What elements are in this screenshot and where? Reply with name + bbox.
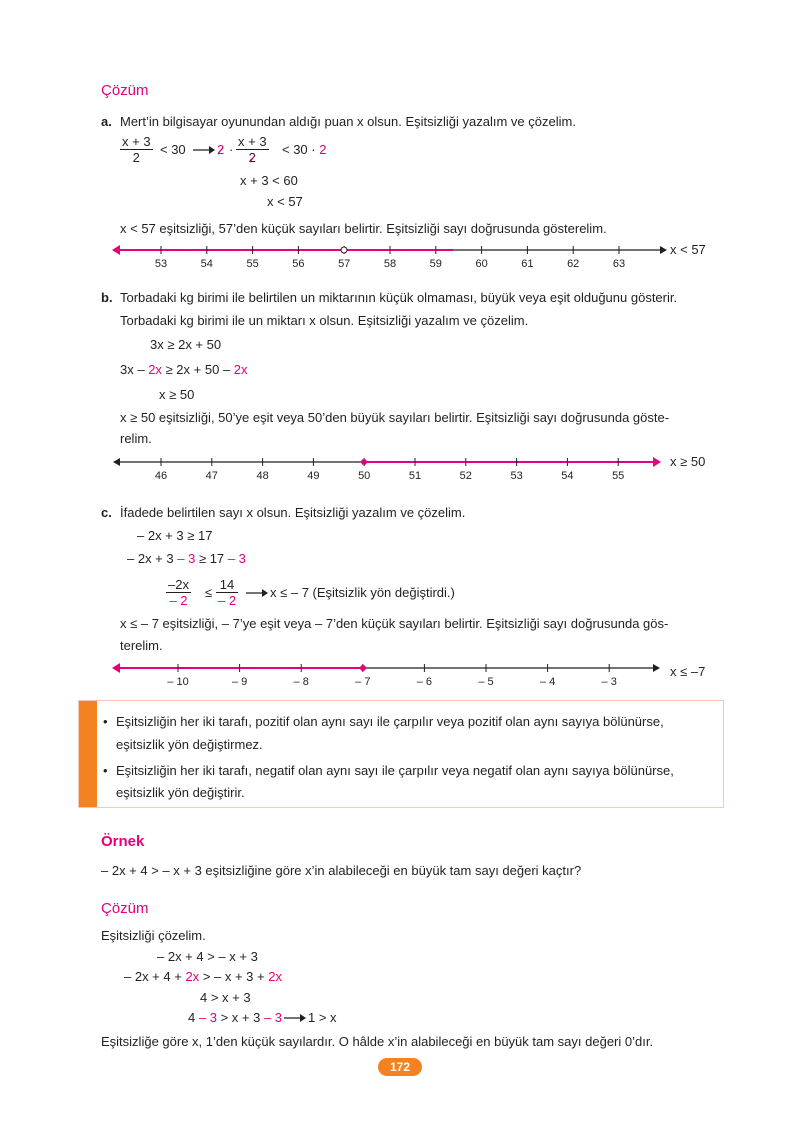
part-b-explanation-2: relim.: [120, 431, 152, 446]
arrow-right-icon: [653, 664, 660, 672]
tick-label: 57: [338, 258, 351, 270]
fraction-numerator: –2x: [168, 577, 189, 592]
step-1: 3x ≥ 2x + 50: [150, 337, 222, 352]
tick-label: – 7: [355, 676, 371, 688]
step-3: 4 > x + 3: [200, 990, 251, 1005]
bullet-1: •: [103, 714, 108, 729]
fraction-denominator: – 2: [169, 593, 188, 608]
part-a-explanation: x < 57 eşitsizliği, 57’den küçük sayıları belirtir. Eşitsizliği sayı doğrusunda gösterelim.: [120, 221, 607, 236]
number-line-label: x ≤ –7: [670, 664, 706, 679]
arrow-left-icon: [112, 245, 120, 255]
tick-label: 61: [521, 258, 534, 270]
solution-heading: Çözüm: [101, 82, 149, 99]
tick-label: 59: [429, 258, 442, 270]
inequality-sign: ≤: [205, 585, 213, 600]
tick-label: – 3: [601, 676, 617, 688]
arrow-right-icon: [660, 246, 667, 254]
tick-label: 50: [358, 470, 371, 482]
part-b-intro-2: Torbadaki kg birimi ile un miktarı x olsun. Eşitsizliği yazalım ve çözelim.: [120, 313, 529, 328]
multiplier-two: 2: [217, 142, 225, 157]
tick-label: – 9: [231, 676, 248, 688]
arrow-left-icon: [112, 663, 120, 673]
tick-label: 55: [612, 470, 625, 482]
tick-label: 53: [510, 470, 523, 482]
solution-intro: Eşitsizliği çözelim.: [101, 928, 206, 943]
number-line-label: x < 57: [670, 242, 706, 257]
example-question: – 2x + 4 > – x + 3 eşitsizliğine göre x’in alabileceği en büyük tam sayı değeri kaçtır?: [101, 863, 582, 878]
part-c-intro: İfadede belirtilen sayı x olsun. Eşitsizliği yazalım ve çözelim.: [120, 505, 466, 520]
tick-label: 54: [561, 470, 574, 482]
arrow-right-icon: [284, 1012, 306, 1024]
tick-label: 53: [154, 258, 168, 270]
item-letter-b: b.: [101, 290, 113, 305]
arrow-left-icon: [113, 458, 120, 466]
example-heading: Örnek: [101, 833, 145, 850]
tick-label: 47: [205, 470, 218, 482]
part-a-intro: Mert’in bilgisayar oyunundan aldığı puan x olsun. Eşitsizliği yazalım ve çözelim.: [120, 114, 576, 129]
closed-point: [360, 665, 366, 671]
number-line-b: [110, 452, 670, 482]
fraction-x-plus-3-over-2: [120, 134, 153, 165]
item-letter-a: a.: [101, 114, 112, 129]
step-2: – 2x + 4 + 2x > – x + 3 + 2x: [124, 969, 282, 984]
part-c-explanation-2: terelim.: [120, 638, 163, 653]
tick-label: 48: [256, 470, 269, 482]
note-item-1-line-1: Eşitsizliğin her iki tarafı, pozitif olan aynı sayı ile çarpılır veya pozitif olan aynı sayıya bölünürse,: [116, 714, 664, 729]
fraction-denominator: 2: [248, 150, 256, 165]
tick-label: 55: [246, 258, 259, 270]
note-item-2-line-2: eşitsizlik yön değiştirir.: [116, 785, 245, 800]
step-2: 3x – 2x ≥ 2x + 50 – 2x: [120, 362, 248, 377]
arrow-right-icon: [193, 144, 215, 156]
step-2: x + 3 < 60: [240, 173, 298, 188]
arrow-right-icon: [653, 457, 661, 467]
step-2: – 2x + 3 – 3 ≥ 17 – 3: [127, 551, 246, 566]
number-line-a: [110, 240, 670, 270]
tick-label: 62: [567, 258, 580, 270]
fraction-numerator: 14: [216, 577, 238, 593]
note-item-1-line-2: eşitsizlik yön değiştirmez.: [116, 737, 263, 752]
bullet-2: •: [103, 763, 108, 778]
tick-label: 58: [383, 258, 397, 270]
result: x ≤ – 7 (Eşitsizlik yön değiştirdi.): [270, 585, 455, 600]
tick-label: 46: [154, 470, 168, 482]
tick-label: 60: [475, 258, 488, 270]
fraction-denominator: – 2: [218, 593, 237, 608]
tick-label: 52: [459, 470, 472, 482]
step-4-result: 1 > x: [308, 1010, 337, 1025]
note-item-2-line-1: Eşitsizliğin her iki tarafı, negatif olan aynı sayı ile çarpılır veya negatif olan aynı sayıya bölünürse,: [116, 763, 674, 778]
closed-point: [361, 459, 367, 465]
fraction-minus-2x-over-minus-2: [166, 577, 191, 608]
tick-label: – 10: [167, 676, 189, 688]
number-line-label: x ≥ 50: [670, 454, 706, 469]
open-point: [341, 247, 347, 253]
page-number: 172: [378, 1058, 422, 1076]
part-b-explanation-1: x ≥ 50 eşitsizliği, 50’ye eşit veya 50’den büyük sayıları belirtir. Eşitsizliği sayı doğrusunda göste-: [120, 410, 670, 425]
lt-30: < 30: [160, 142, 186, 157]
tick-label: – 5: [478, 676, 494, 688]
tick-label: 54: [200, 258, 213, 270]
fraction-numerator: x + 3: [238, 134, 267, 149]
step-3: x ≥ 50: [159, 387, 195, 402]
tick-label: 49: [307, 470, 320, 482]
solution-heading: Çözüm: [101, 900, 149, 917]
note-accent-bar: [79, 701, 97, 807]
tick-label: – 6: [416, 676, 433, 688]
rhs-expression: < 30 · 2: [282, 142, 327, 157]
part-b-intro-1: Torbadaki kg birimi ile belirtilen un miktarının küçük olmaması, büyük veya eşit olduğunu gösterir.: [120, 290, 678, 305]
solution-conclusion: Eşitsizliğe göre x, 1’den küçük sayılardır. O hâlde x’in alabileceği en büyük tam sayı değeri 0’dır.: [101, 1034, 654, 1049]
tick-label: 63: [612, 258, 626, 270]
fraction-14-over-minus-2: [216, 577, 238, 608]
fraction-denominator: 2: [132, 150, 140, 165]
number-line-c: [110, 658, 670, 688]
step-4: 4 – 3 > x + 3 – 3: [188, 1010, 283, 1025]
arrow-right-icon: [246, 587, 268, 599]
tick-label: – 8: [293, 676, 309, 688]
step-1: – 2x + 3 ≥ 17: [137, 528, 213, 543]
tick-label: 51: [408, 470, 422, 482]
part-c-explanation-1: x ≤ – 7 eşitsizliği, – 7’ye eşit veya – 7’den küçük sayıları belirtir. Eşitsizliği sayı doğrusunda gös-: [120, 616, 669, 631]
fraction-cancelled: [236, 134, 269, 165]
step-1: – 2x + 4 > – x + 3: [157, 949, 258, 964]
item-letter-c: c.: [101, 505, 112, 520]
tick-label: 56: [292, 258, 305, 270]
rule-note-box: [78, 700, 724, 808]
step-3: x < 57: [267, 194, 303, 209]
fraction-numerator: x + 3: [122, 134, 151, 149]
dot-operator: ·: [229, 142, 234, 157]
tick-label: – 4: [539, 676, 556, 688]
